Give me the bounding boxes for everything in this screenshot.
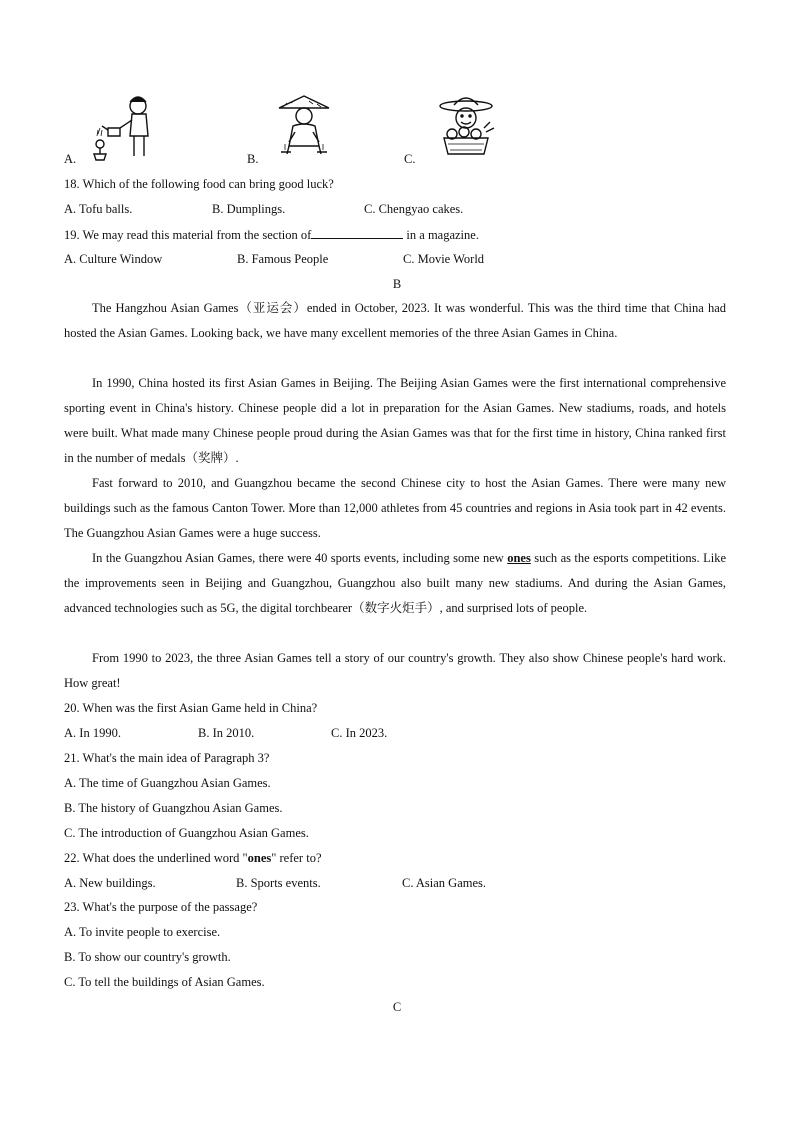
q19-option-b: B. Famous People [237, 252, 329, 266]
q22-question [64, 850, 322, 866]
section-b-heading: B [392, 277, 402, 291]
q19-question [64, 226, 479, 243]
q22-option-a: A. New buildings. [64, 876, 156, 890]
passage-paragraph-3: Fast forward to 2010, and Guangzhou became the second Chinese city to host the Asian Games. There were many new buildings such as the famous Canton Tower. More than 12,000 athletes from 45 countries and regions in Asia took part in 42 events. The Guangzhou Asian Games were a huge success. [64, 476, 726, 540]
q17-option-c-letter: C. [404, 152, 416, 166]
q22-option-c: C. Asian Games. [402, 876, 487, 890]
q17-option-a-letter: A. [64, 152, 77, 166]
q18-option-a: A. Tofu balls. [64, 202, 133, 216]
q18-option-b: B. Dumplings. [212, 202, 286, 216]
q19-option-c: C. Movie World [403, 252, 485, 266]
q21-question: 21. What's the main idea of Paragraph 3? [64, 751, 270, 765]
passage-paragraph-4 [64, 546, 726, 621]
q22-option-b: B. Sports events. [236, 876, 321, 890]
q22-question-end: " refer to? [271, 851, 322, 865]
q20-option-a: A. In 1990. [64, 726, 121, 740]
passage-paragraph-2: In 1990, China hosted its first Asian Games in Beijing. The Beijing Asian Games were the first international comprehensive sporting event in China's history. Chinese people did a lot in preparation for the Asian Games. New stadiums, roads, and hotels were built. What made many Chinese people proud during the Asian Games was that for the first time in history, China ranked first in the number of medals（奖牌）. [64, 376, 726, 465]
q23-option-a: A. To invite people to exercise. [64, 925, 221, 939]
paragraph-4-end: such as the esports competitions. Like the improvements seen in Beijing and Guangzhou, Guangzhou also built many new stadiums. And during the Asian Games, advanced technologies such as 5G, the digital torchbearer（数字火炬手）, and surprised lots of people. [64, 551, 726, 615]
q19-answer-blank [311, 226, 403, 239]
q23-question: 23. What's the purpose of the passage? [64, 900, 258, 914]
q23-option-b: B. To show our country's growth. [64, 950, 231, 964]
man-with-basket-of-food-icon [426, 92, 506, 162]
farmer-planting-seedlings-icon [269, 92, 339, 162]
q20-question: 20. When was the first Asian Game held in China? [64, 701, 318, 715]
passage-paragraph-5: From 1990 to 2023, the three Asian Games tell a story of our country's growth. They also show Chinese people's hard work. How great! [64, 651, 726, 690]
q20-option-c: C. In 2023. [331, 726, 388, 740]
q21-option-a: A. The time of Guangzhou Asian Games. [64, 776, 271, 790]
q20-option-b: B. In 2010. [198, 726, 255, 740]
q19-option-a: A. Culture Window [64, 252, 163, 266]
section-c-heading: C [392, 1000, 402, 1014]
q22-question-start: 22. What does the underlined word " [64, 851, 248, 865]
boy-watering-flower-icon [86, 92, 166, 162]
underlined-word-ones: ones [507, 551, 531, 565]
q21-option-b: B. The history of Guangzhou Asian Games. [64, 801, 283, 815]
q23-option-c: C. To tell the buildings of Asian Games. [64, 975, 265, 989]
q22-question-word: ones [247, 851, 272, 865]
q18-option-c: C. Chengyao cakes. [364, 202, 464, 216]
q17-picture-options [64, 92, 584, 168]
q19-question-end: in a magazine. [403, 228, 479, 242]
q17-option-b-letter: B. [247, 152, 259, 166]
q21-option-c: C. The introduction of Guangzhou Asian Games. [64, 826, 309, 840]
q19-question-start: 19. We may read this material from the section of [64, 228, 312, 242]
passage-paragraph-1: The Hangzhou Asian Games（亚运会）ended in October, 2023. It was wonderful. This was the third time that China had hosted the Asian Games. Looking back, we have many excellent memories of the three Asian Games in China. [64, 301, 726, 340]
paragraph-4-start: In the Guangzhou Asian Games, there were 40 sports events, including some new [92, 551, 508, 565]
q18-question: 18. Which of the following food can bring good luck? [64, 177, 334, 191]
